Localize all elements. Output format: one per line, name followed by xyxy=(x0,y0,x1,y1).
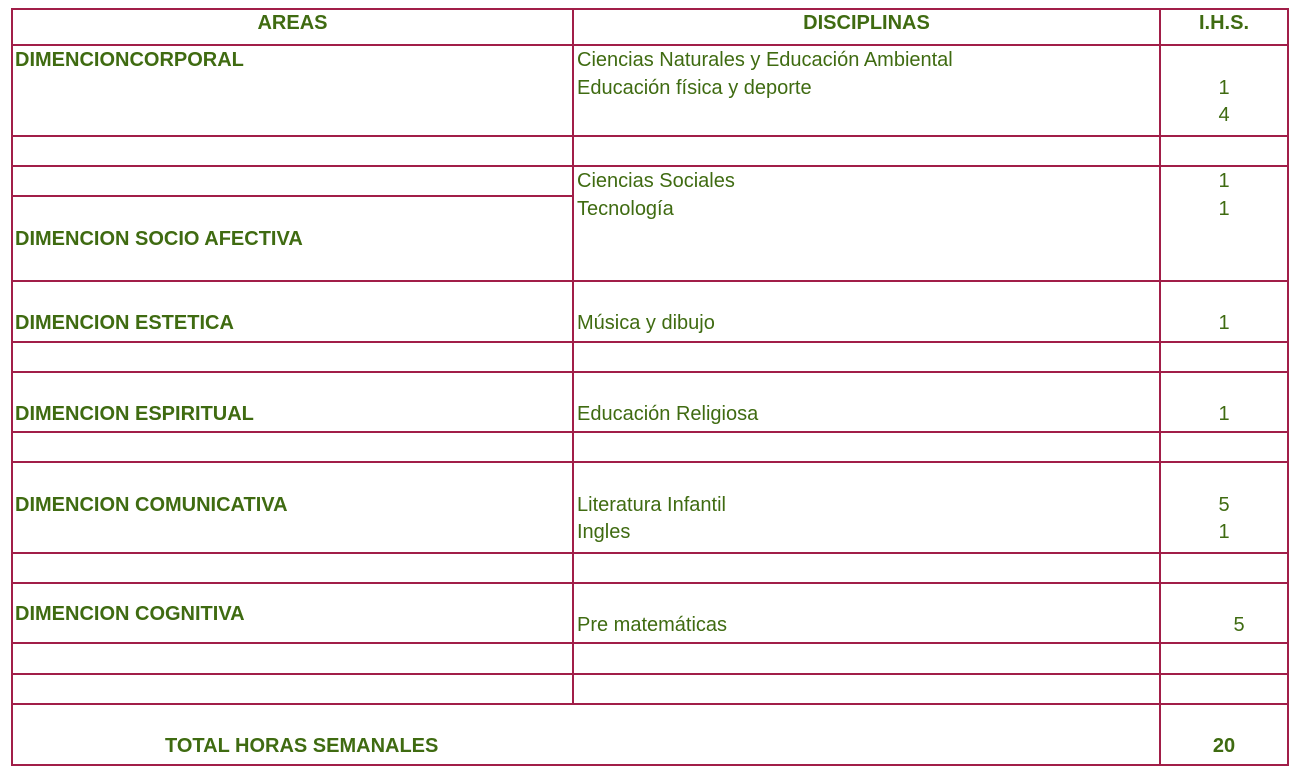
row-divider xyxy=(11,165,1289,167)
column-divider xyxy=(572,8,574,705)
hours-value: 1 xyxy=(1218,198,1230,220)
row-divider xyxy=(11,461,1289,463)
hours-value: 5 xyxy=(1218,494,1230,516)
header-disciplinas: DISCIPLINAS xyxy=(803,12,930,34)
discipline-label: Pre matemáticas xyxy=(577,614,728,636)
row-divider xyxy=(11,341,1289,343)
header-ihs: I.H.S. xyxy=(1198,12,1249,34)
hours-value: 1 xyxy=(1218,77,1230,99)
row-divider xyxy=(11,431,1289,433)
header-areas: AREAS xyxy=(257,12,328,34)
discipline-label: Ingles xyxy=(577,521,631,543)
row-divider xyxy=(11,371,1289,373)
row-divider xyxy=(11,642,1289,644)
discipline-label: Música y dibujo xyxy=(577,312,715,334)
row-divider xyxy=(11,552,1289,554)
row-divider xyxy=(11,703,1289,705)
hours-value: 1 xyxy=(1218,521,1230,543)
discipline-label: Educación física y deporte xyxy=(577,77,812,99)
row-divider xyxy=(11,135,1289,137)
table-border xyxy=(11,764,1289,766)
row-divider xyxy=(11,44,1289,46)
discipline-label: Literatura Infantil xyxy=(577,494,726,516)
hours-value: 5 xyxy=(1233,614,1245,636)
row-divider xyxy=(11,280,1289,282)
total-label: TOTAL HORAS SEMANALES xyxy=(165,735,439,757)
area-label: DIMENCIONCORPORAL xyxy=(15,49,244,71)
area-label: DIMENCION COGNITIVA xyxy=(15,603,245,625)
row-divider xyxy=(11,195,573,197)
discipline-label: Ciencias Sociales xyxy=(577,170,735,192)
discipline-label: Ciencias Naturales y Educación Ambiental xyxy=(577,49,953,71)
table-border xyxy=(11,8,13,766)
table-border xyxy=(11,8,1289,10)
row-divider xyxy=(11,673,1289,675)
total-value: 20 xyxy=(1212,735,1236,757)
curriculum-table xyxy=(11,8,1289,766)
discipline-label: Tecnología xyxy=(577,198,674,220)
area-label: DIMENCION COMUNICATIVA xyxy=(15,494,288,516)
area-label: DIMENCION SOCIO AFECTIVA xyxy=(15,228,303,250)
area-label: DIMENCION ESTETICA xyxy=(15,312,234,334)
hours-value: 1 xyxy=(1218,312,1230,334)
hours-value: 4 xyxy=(1218,104,1230,126)
hours-value: 1 xyxy=(1218,170,1230,192)
hours-value: 1 xyxy=(1218,403,1230,425)
row-divider xyxy=(11,582,1289,584)
discipline-label: Educación Religiosa xyxy=(577,403,759,425)
area-label: DIMENCION ESPIRITUAL xyxy=(15,403,254,425)
